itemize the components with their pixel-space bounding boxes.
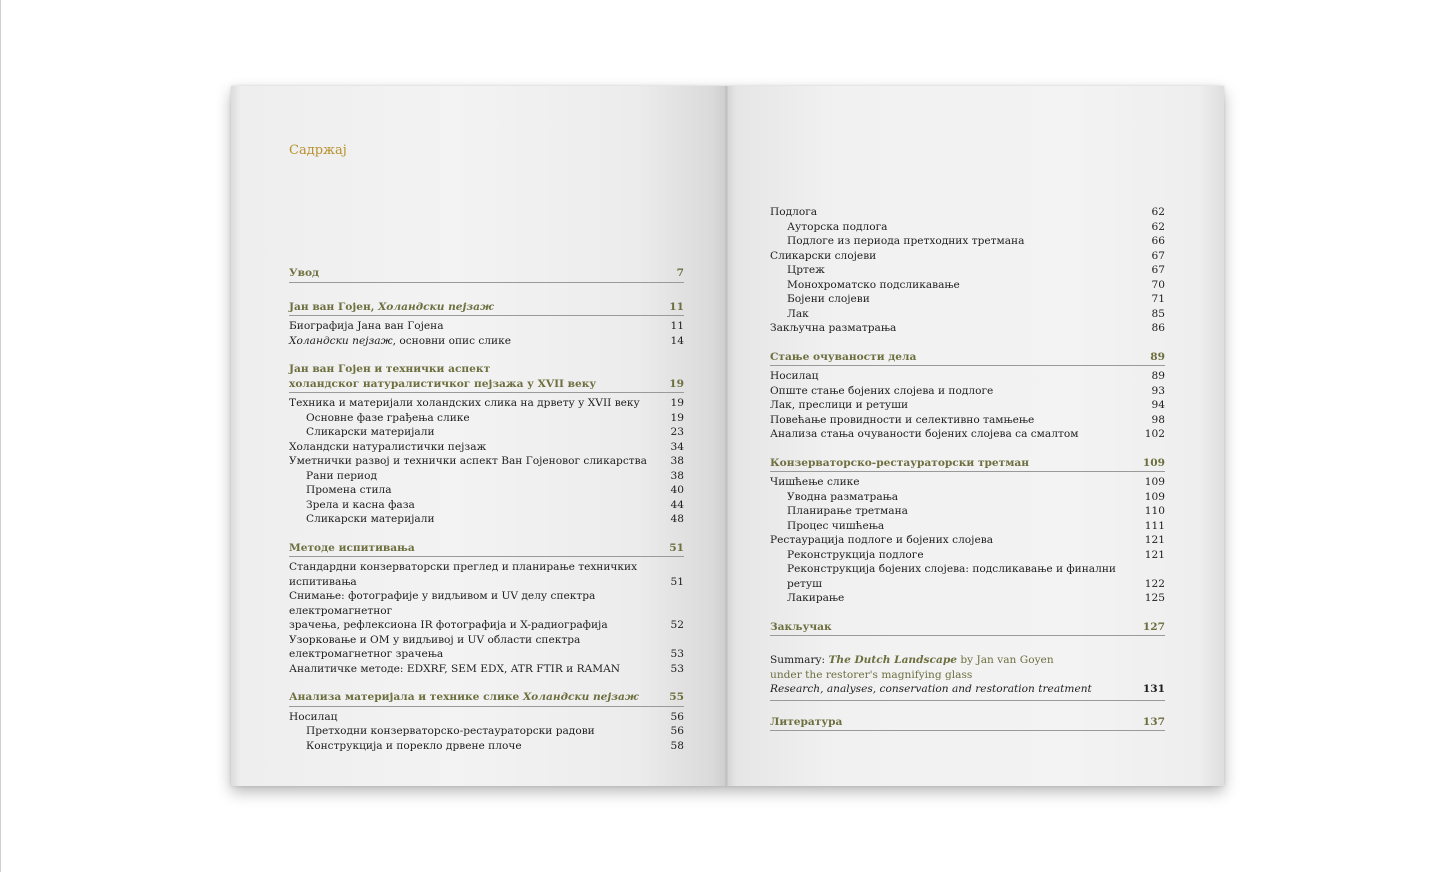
toc-entry-label: Узорковање и ОМ у видљивој и UV области спектра xyxy=(289,633,581,646)
toc-entry-label xyxy=(770,205,1152,220)
toc-entry-label xyxy=(289,300,669,315)
toc-subentry xyxy=(289,739,684,754)
toc-label-text: Методе испитивања xyxy=(289,541,415,554)
right-page xyxy=(727,86,1224,786)
toc-label-italic: Холандски пејзаж xyxy=(522,691,639,703)
toc-entry xyxy=(770,413,1165,428)
toc-subentry xyxy=(770,263,1165,278)
toc-entry-label xyxy=(289,483,671,498)
toc-entry-label xyxy=(770,220,1152,235)
toc-page-number: 44 xyxy=(670,498,684,511)
toc-label-text: Рани период xyxy=(306,469,378,482)
toc-label-text: Ауторска подлога xyxy=(787,220,888,233)
toc-label-text: Опште стање бојених слојева и подлоге xyxy=(770,384,994,397)
summary-title-rest: by Jan van Goyen xyxy=(956,654,1054,666)
toc-entry xyxy=(770,533,1165,548)
toc-entry-label xyxy=(289,724,671,739)
toc-entry-label xyxy=(770,620,1143,635)
toc-page-number: 85 xyxy=(1151,307,1165,320)
toc-page-number: 121 xyxy=(1144,534,1165,546)
toc-page-number: 51 xyxy=(669,541,684,554)
toc-entry-label xyxy=(770,519,1145,534)
literature-label: Литература xyxy=(770,715,843,728)
toc-subentry xyxy=(770,504,1165,519)
toc-label-text: Бојени слојеви xyxy=(787,293,870,305)
toc-page-number: 71 xyxy=(1151,293,1165,305)
toc-page-number: 86 xyxy=(1151,322,1165,334)
toc-label-text: Сликарски материјали xyxy=(306,513,435,525)
toc-label-text: Увод xyxy=(289,267,320,279)
toc-entry-label xyxy=(289,690,669,705)
toc-entry-label xyxy=(289,396,671,411)
summary-line-1 xyxy=(770,653,1165,668)
toc-page-number: 94 xyxy=(1151,399,1165,411)
toc-subentry xyxy=(770,307,1165,322)
toc-page-number: 53 xyxy=(670,662,684,675)
toc-entry-label: холандског натуралистичког пејзажа у XVII веку xyxy=(289,377,597,390)
toc-label-text: Биографија Јана ван Гојена xyxy=(289,320,444,332)
toc-entry-label xyxy=(770,475,1145,490)
toc-page-number: 125 xyxy=(1144,592,1165,604)
toc-page-number: 51 xyxy=(670,575,684,588)
toc-entry-line xyxy=(289,647,684,662)
toc-entry-line xyxy=(289,633,684,648)
toc-entry xyxy=(770,398,1165,413)
book-spread xyxy=(231,86,1224,786)
toc-label-text: Основне фазе грађења слике xyxy=(306,411,470,424)
toc-entry-label xyxy=(289,411,671,426)
toc-entry-label xyxy=(770,234,1152,249)
toc-entry xyxy=(289,589,684,633)
toc-entry-label xyxy=(289,498,671,513)
toc-label-text: Зрела и касна фаза xyxy=(306,498,415,511)
toc-entry-line xyxy=(289,589,684,618)
toc-label-text: Јан ван Гојен, xyxy=(289,300,379,313)
toc-subentry xyxy=(770,548,1165,563)
toc-entry-label xyxy=(770,398,1152,413)
toc-section-heading xyxy=(770,456,1165,473)
toc-label-text: Лак xyxy=(787,307,809,320)
toc-entry-label xyxy=(770,350,1150,365)
toc-page-number: 19 xyxy=(669,377,684,390)
toc-section-heading xyxy=(289,690,684,707)
toc-label-text: Реконструкција бојених слојева: подсликавање и финални ретуш xyxy=(787,563,1116,590)
toc-label-text: Конзерваторско-рестаураторски третман xyxy=(770,456,1030,469)
toc-label-text: Подлога xyxy=(770,206,818,218)
toc-subentry xyxy=(289,411,684,426)
toc-page-number: 53 xyxy=(670,648,684,660)
toc-entry-label xyxy=(770,427,1145,442)
toc-label-text: Подлоге из периода претходних третмана xyxy=(787,235,1025,247)
toc-label-text: Планирање третмана xyxy=(787,505,908,517)
toc-entry-label: Јан ван Гојен и технички аспект xyxy=(289,363,491,375)
toc-page-number: 34 xyxy=(670,440,684,453)
contents-title: Садржај xyxy=(289,143,347,158)
toc-label-text: Реконструкција подлоге xyxy=(787,548,924,561)
toc-subentry xyxy=(770,490,1165,505)
toc-gap xyxy=(770,442,1165,456)
toc-entry-label xyxy=(770,413,1152,428)
toc-entry xyxy=(770,384,1165,399)
toc-label-text: Цртеж xyxy=(787,264,825,276)
toc-label-text: Стање очуваности дела xyxy=(770,350,917,363)
toc-entry-label xyxy=(289,541,669,556)
book-gutter xyxy=(725,86,728,786)
toc-entry-label xyxy=(289,469,671,484)
toc-page-number: 23 xyxy=(670,426,684,438)
toc-page-number: 14 xyxy=(670,334,684,347)
toc-page-number: 93 xyxy=(1151,384,1165,397)
toc-entry xyxy=(289,662,684,677)
toc-entry xyxy=(289,710,684,725)
toc-gap xyxy=(289,348,684,362)
toc-label-text: Претходни конзерваторско-рестаураторски радови xyxy=(306,725,595,737)
toc-right-column xyxy=(770,205,1165,734)
toc-page-number: 66 xyxy=(1151,235,1165,247)
toc-label-text: Носилац xyxy=(770,370,819,382)
toc-subentry xyxy=(289,498,684,513)
literature-entry xyxy=(770,715,1165,732)
toc-page-number: 11 xyxy=(669,300,684,313)
toc-label-text: Стандардни конзерваторски преглед и планирање техничких испитивања xyxy=(289,561,638,588)
toc-page-number: 111 xyxy=(1144,519,1165,532)
toc-label-text: Лак, преслици и ретуши xyxy=(770,399,909,411)
toc-section-heading xyxy=(770,350,1165,367)
toc-label-text: Промена стила xyxy=(306,484,392,496)
toc-subentry xyxy=(770,234,1165,249)
toc-label-text: Конструкција и порекло дрвене плоче xyxy=(306,739,522,752)
toc-page-number: 122 xyxy=(1144,577,1165,590)
summary-line-3 xyxy=(770,682,1165,697)
toc-entry-label: електромагнетног зрачења xyxy=(289,648,444,660)
toc-entry-label xyxy=(770,278,1152,293)
toc-subentry xyxy=(770,292,1165,307)
toc-left-column xyxy=(289,266,684,753)
toc-entry-label xyxy=(289,425,671,440)
toc-entry-label xyxy=(289,662,671,677)
toc-label-text: Анализа материјала и технике слике xyxy=(289,691,523,703)
toc-entry-label xyxy=(770,533,1145,548)
toc-label-italic: Холандски пејзаж xyxy=(378,300,494,313)
toc-gap xyxy=(289,286,684,300)
toc-entry-label xyxy=(289,710,671,725)
toc-label-text: Сликарски слојеви xyxy=(770,249,877,262)
toc-page-number: 11 xyxy=(670,320,684,332)
toc-entry-line xyxy=(289,362,684,377)
toc-page-number: 102 xyxy=(1144,428,1165,440)
toc-label-text: , основни опис слике xyxy=(392,334,511,347)
toc-entry xyxy=(289,560,684,589)
toc-section-heading xyxy=(289,541,684,558)
toc-page-number: 58 xyxy=(670,739,684,752)
toc-page-number: 52 xyxy=(670,619,684,631)
toc-entry xyxy=(289,633,684,662)
toc-subentry xyxy=(289,724,684,739)
toc-entry-label xyxy=(770,591,1145,606)
toc-page-number: 19 xyxy=(670,397,684,409)
toc-entry-label xyxy=(289,440,671,455)
toc-page-number: 89 xyxy=(1151,370,1165,382)
toc-entry xyxy=(770,427,1165,442)
left-page xyxy=(231,86,727,786)
screen-edge xyxy=(0,0,1,872)
toc-page-number: 48 xyxy=(670,513,684,525)
toc-page-number: 109 xyxy=(1142,456,1165,469)
toc-subentry xyxy=(289,469,684,484)
toc-entry-label xyxy=(770,562,1145,591)
toc-label-text: Анализа стања очуваности бојених слојева са смалтом xyxy=(770,428,1079,440)
toc-entry-label xyxy=(289,319,671,334)
toc-entry xyxy=(770,205,1165,220)
toc-page-number: 121 xyxy=(1144,548,1165,561)
summary-subtitle: under the restorer's magnifying glass xyxy=(770,668,973,681)
toc-label-italic: Холандски пејзаж xyxy=(289,334,393,347)
toc-entry-label xyxy=(770,307,1152,322)
summary-entry xyxy=(770,653,1165,701)
toc-page-number: 67 xyxy=(1151,249,1165,262)
toc-page-number: 56 xyxy=(670,725,684,737)
toc-subentry xyxy=(770,562,1165,591)
toc-entry xyxy=(770,249,1165,264)
toc-entry-label xyxy=(770,249,1152,264)
toc-entry-label xyxy=(289,739,671,754)
toc-section-heading xyxy=(289,266,684,283)
toc-entry-label: зрачења, рефлексиона IR фотографија и X-радиографија xyxy=(289,619,608,631)
toc-label-text: Процес чишћења xyxy=(787,519,885,532)
toc-entry-label xyxy=(770,490,1145,505)
toc-entry-label: Снимање: фотографије у видљивом и UV делу спектра електромагнетног xyxy=(289,590,596,617)
toc-entry xyxy=(770,369,1165,384)
toc-page-number: 127 xyxy=(1142,620,1165,633)
toc-entry-label xyxy=(770,504,1145,519)
toc-page-number: 110 xyxy=(1144,505,1165,517)
summary-prefix: Summary: xyxy=(770,654,829,666)
toc-entry-label xyxy=(289,266,677,281)
toc-entry-label xyxy=(770,263,1152,278)
toc-page-number: 56 xyxy=(670,710,684,723)
toc-label-text: Чишћење слике xyxy=(770,476,860,488)
toc-page-number: 19 xyxy=(670,411,684,424)
toc-section-heading xyxy=(289,362,684,393)
toc-entry xyxy=(770,321,1165,336)
toc-section-heading xyxy=(289,300,684,317)
toc-entry-label xyxy=(289,512,671,527)
toc-subentry xyxy=(289,483,684,498)
toc-entry xyxy=(289,454,684,469)
toc-entry-line xyxy=(289,618,684,633)
toc-label-text: Закључак xyxy=(770,620,832,633)
toc-entry-label xyxy=(770,384,1152,399)
toc-entry-label xyxy=(770,548,1145,563)
toc-right-entries xyxy=(770,205,1165,636)
toc-entry-label xyxy=(770,321,1152,336)
toc-page-number: 7 xyxy=(676,267,684,279)
toc-entry-line xyxy=(289,377,684,394)
toc-page-number: 109 xyxy=(1144,490,1165,503)
toc-page-number: 62 xyxy=(1151,220,1165,233)
toc-entry xyxy=(289,319,684,334)
toc-label-text: Сликарски материјали xyxy=(306,426,435,438)
toc-entry-label xyxy=(289,334,671,349)
toc-page-number: 89 xyxy=(1150,350,1165,363)
toc-subentry xyxy=(770,591,1165,606)
toc-page-number: 70 xyxy=(1151,278,1165,291)
toc-subentry xyxy=(770,220,1165,235)
toc-subentry xyxy=(289,425,684,440)
toc-gap xyxy=(289,676,684,690)
toc-entry xyxy=(289,440,684,455)
toc-entry-label xyxy=(289,560,671,589)
toc-gap xyxy=(289,527,684,541)
toc-entry-label xyxy=(289,454,671,469)
toc-subentry xyxy=(289,512,684,527)
toc-label-text: Носилац xyxy=(289,710,338,723)
toc-label-text: Монохроматско подсликавање xyxy=(787,278,960,291)
summary-title: The Dutch Landscape xyxy=(828,654,957,666)
toc-entry-label xyxy=(770,456,1143,471)
toc-label-text: Рестаурација подлоге и бојених слојева xyxy=(770,534,994,546)
toc-page-number: 62 xyxy=(1151,206,1165,218)
literature-page: 137 xyxy=(1142,715,1165,728)
toc-page-number: 55 xyxy=(669,691,684,703)
toc-gap xyxy=(770,336,1165,350)
toc-gap xyxy=(770,606,1165,620)
toc-section-heading xyxy=(770,620,1165,637)
toc-page-number: 38 xyxy=(670,455,684,467)
toc-page-number: 40 xyxy=(670,484,684,496)
summary-line-2 xyxy=(770,668,1165,683)
toc-label-text: Повећање провидности и селективно тамњење xyxy=(770,413,1035,426)
toc-entry-label xyxy=(770,292,1152,307)
toc-entry xyxy=(289,396,684,411)
toc-label-text: Лакирање xyxy=(787,592,845,604)
toc-subentry xyxy=(770,278,1165,293)
toc-label-text: Закључна разматрања xyxy=(770,322,897,334)
toc-page-number: 38 xyxy=(670,469,684,482)
summary-page: 131 xyxy=(1142,683,1165,695)
toc-page-number: 67 xyxy=(1151,264,1165,276)
toc-page-number: 98 xyxy=(1151,413,1165,426)
toc-entry xyxy=(289,334,684,349)
toc-entry-label xyxy=(770,369,1152,384)
toc-label-text: Техника и материјали холандских слика на дрвету у XVII веку xyxy=(289,397,640,409)
toc-label-text: Холандски натуралистички пејзаж xyxy=(289,440,487,453)
summary-research: Research, analyses, conservation and restoration treatment xyxy=(770,683,1092,695)
toc-label-text: Уводна разматрања xyxy=(787,490,899,503)
toc-label-text: Аналитичке методе: EDXRF, SEM EDX, ATR FTIR и RAMAN xyxy=(289,662,620,675)
toc-subentry xyxy=(770,519,1165,534)
toc-label-text: Уметнички развој и технички аспект Ван Гојеновог сликарства xyxy=(289,455,647,467)
toc-page-number: 109 xyxy=(1144,476,1165,488)
toc-entry xyxy=(770,475,1165,490)
